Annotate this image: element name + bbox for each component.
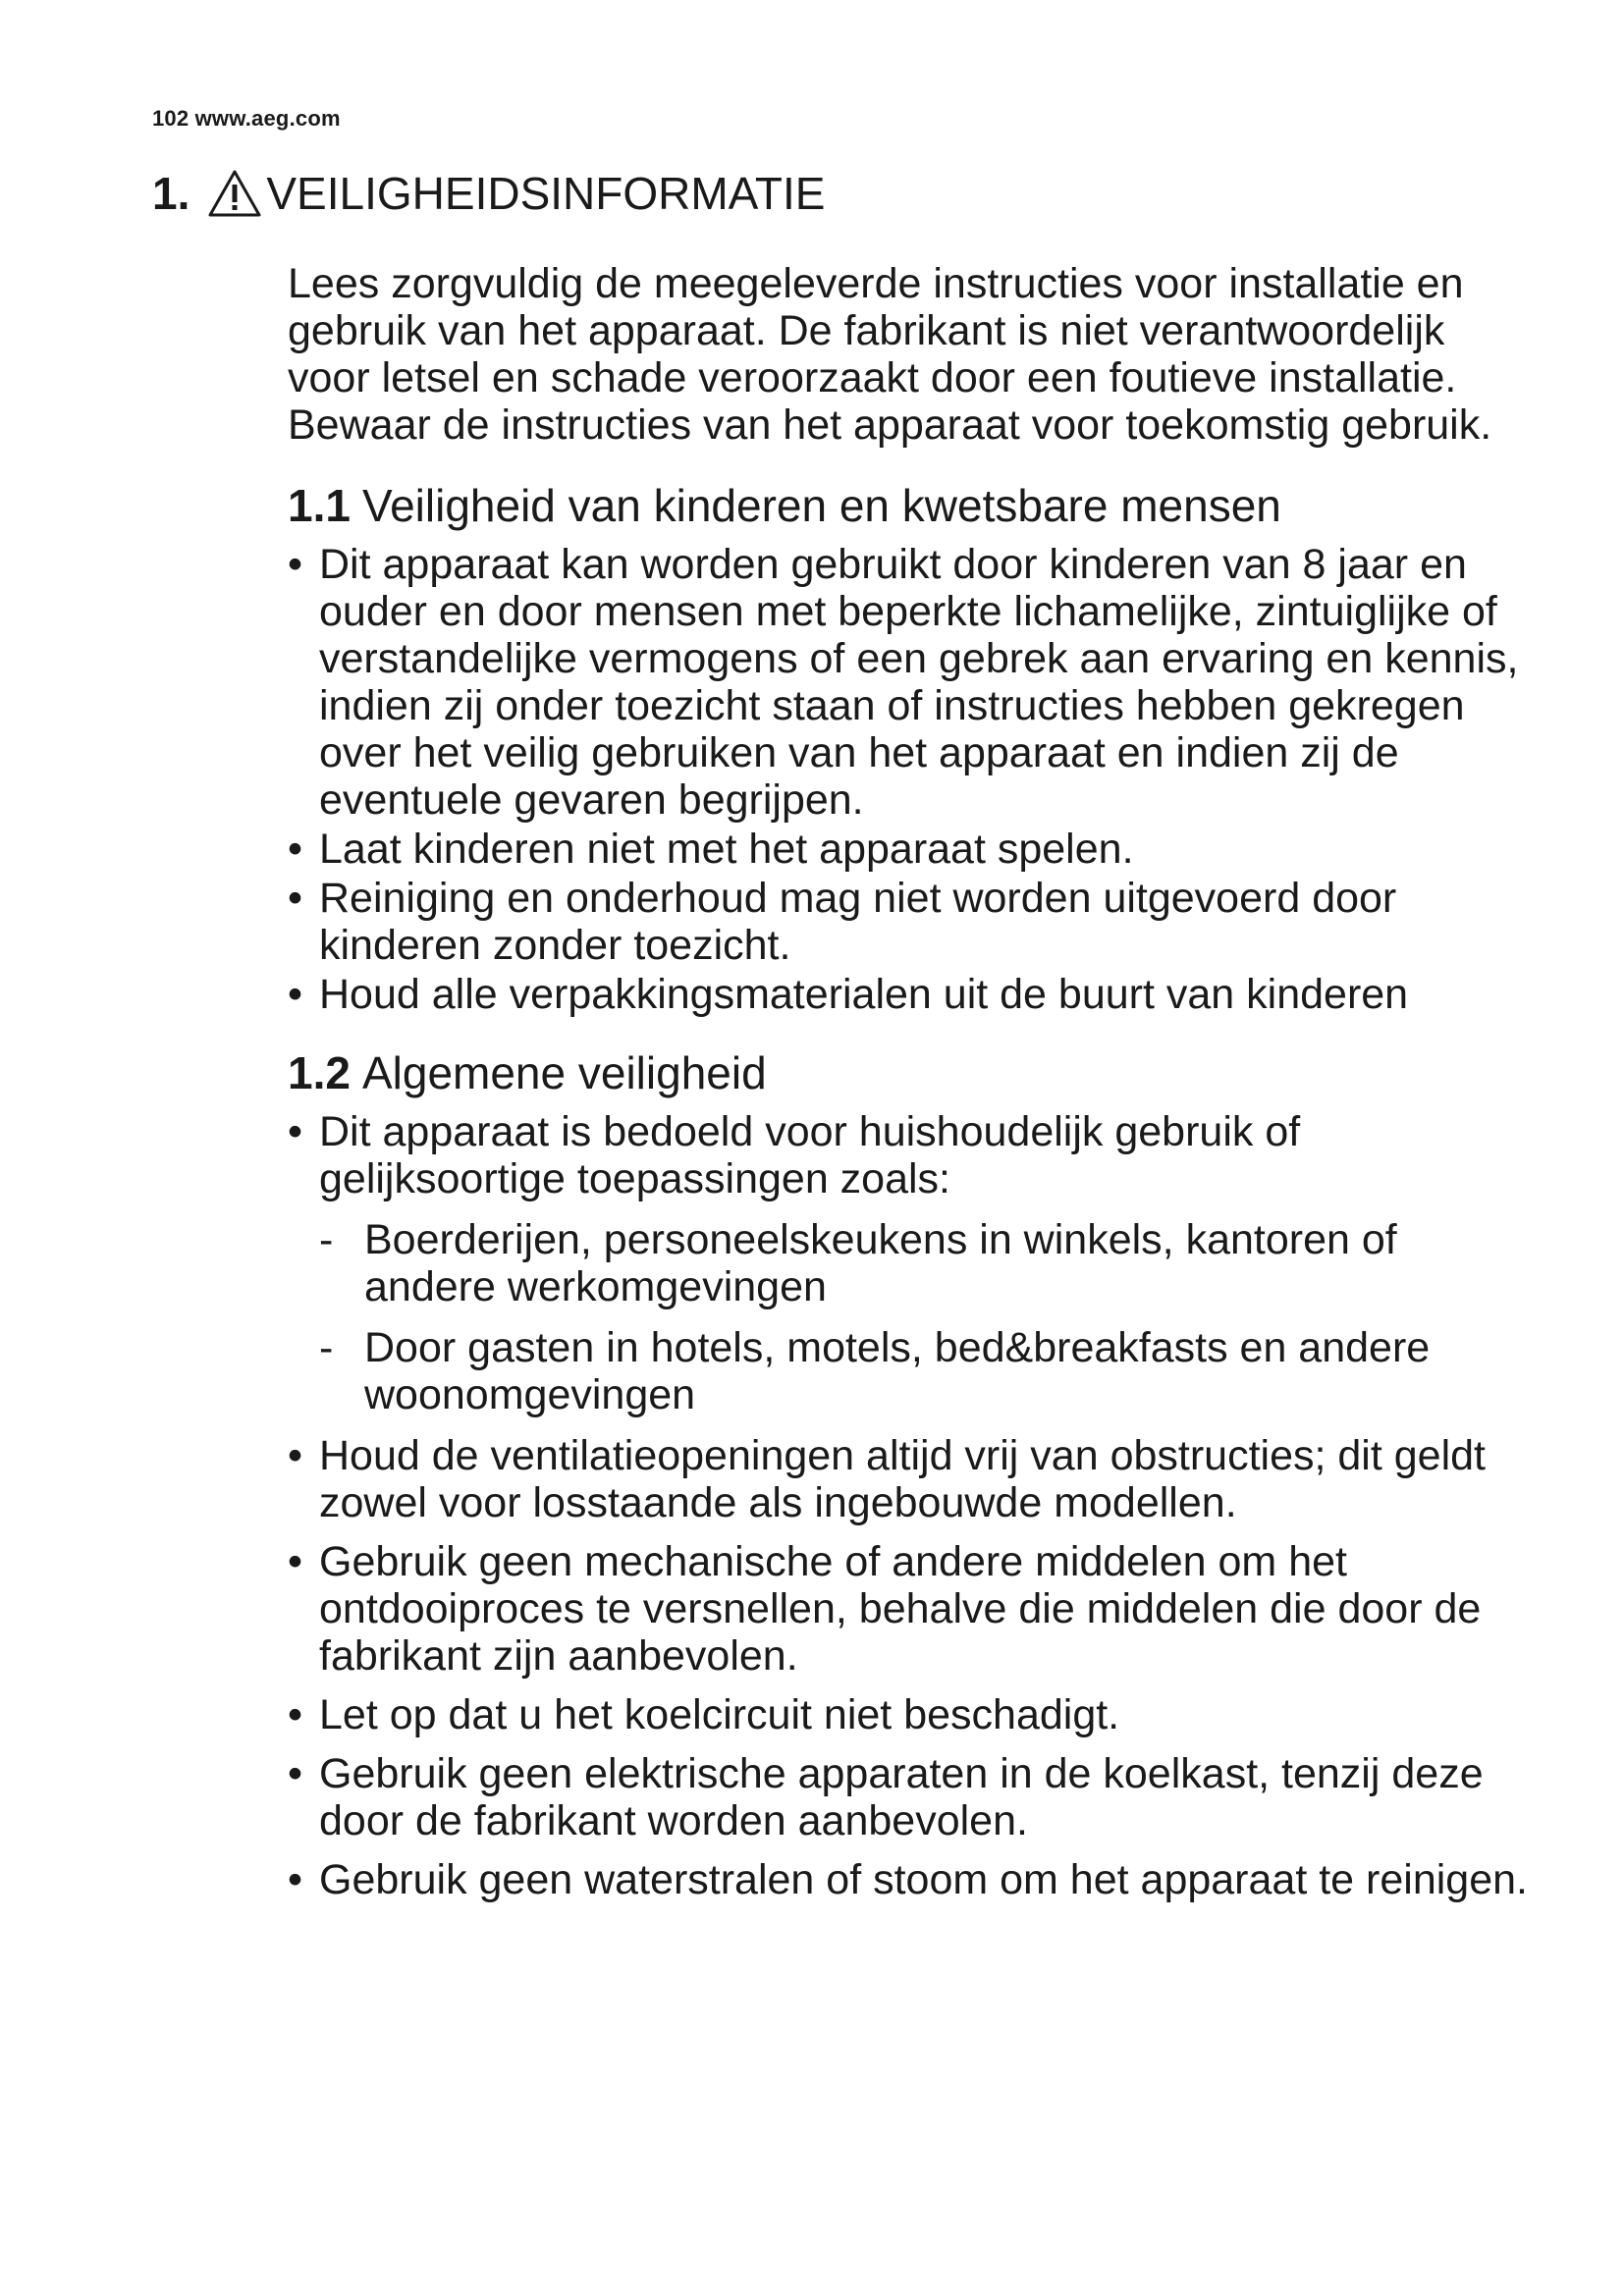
- list-item: • Let op dat u het koelcircuit niet beschadigt.: [288, 1691, 1120, 1738]
- list-item: • Dit apparaat is bedoeld voor huishoudelijk gebruik of gelijksoortige toepassingen zoals: - Boerderijen, personeelskeukens in winkels, kantoren of andere werkomgevingen - Door gasten in hotels, motels, bed&breakfasts en andere woonomgevingen: [288, 1108, 1535, 1418]
- main-content: [288, 260, 1535, 1933]
- website-link[interactable]: www.aeg.com: [194, 106, 341, 131]
- warning-triangle-icon: [207, 169, 262, 218]
- sub-list: [319, 1216, 1535, 1418]
- list-item: • Dit apparaat kan worden gebruikt door kinderen van 8 jaar en ouder en door mensen met beperkte lichamelijke, zintuiglijke of verstandelijke vermogens of een gebrek aan ervaring en kennis, indien zij onder toezicht staan of instructies hebben gekregen over het veilig gebruiken van het apparaat en indien zij de eventuele gevaren begrijpen.: [288, 541, 1519, 824]
- section-title: [152, 169, 826, 218]
- list-item: • Houd alle verpakkingsmaterialen uit de buurt van kinderen: [288, 971, 1409, 1018]
- intro-paragraph: Lees zorgvuldig de meegeleverde instructies voor installatie en gebruik van het apparaat. De fabrikant is niet verantwoordelijk voor letsel en schade veroorzaakt door een foutieve installatie. Bewaar de instructies van het apparaat voor toekomstig gebruik.: [288, 260, 1492, 449]
- subsection-number: 1.2: [288, 1047, 351, 1098]
- page-number: 102: [152, 106, 189, 131]
- sub-list-item: - Boerderijen, personeelskeukens in winkels, kantoren of andere werkomgevingen: [319, 1216, 1397, 1310]
- section-number: 1.: [152, 168, 190, 219]
- list-item: • Houd de ventilatieopeningen altijd vrij van obstructies; dit geldt zowel voor losstaande als ingebouwde modellen.: [288, 1432, 1487, 1526]
- list-item: • Reiniging en onderhoud mag niet worden uitgevoerd door kinderen zonder toezicht.: [288, 875, 1397, 969]
- section-title-text: VEILIGHEIDSINFORMATIE: [266, 168, 826, 219]
- subsection-heading-1-2: [288, 1047, 1535, 1098]
- subsection-heading-1-1: [288, 480, 1535, 531]
- list-item: • Gebruik geen waterstralen of stoom om het apparaat te reinigen.: [288, 1856, 1528, 1903]
- general-safety-list: [288, 1108, 1535, 1903]
- subsection-title: Veiligheid van kinderen en kwetsbare mensen: [361, 480, 1281, 531]
- list-item: • Laat kinderen niet met het apparaat spelen.: [288, 826, 1134, 873]
- children-safety-list: [288, 541, 1535, 1018]
- subsection-title: Algemene veiligheid: [361, 1047, 767, 1098]
- list-item: • Gebruik geen mechanische of andere middelen om het ontdooiproces te versnellen, behalve die middelen die door de fabrikant zijn aanbevolen.: [288, 1538, 1482, 1680]
- page-header: [152, 106, 341, 132]
- list-item: • Gebruik geen elektrische apparaten in de koelkast, tenzij deze door de fabrikant worden aanbevolen.: [288, 1750, 1484, 1844]
- sub-list-item: - Door gasten in hotels, motels, bed&breakfasts en andere woonomgevingen: [319, 1324, 1431, 1418]
- subsection-number: 1.1: [288, 480, 351, 531]
